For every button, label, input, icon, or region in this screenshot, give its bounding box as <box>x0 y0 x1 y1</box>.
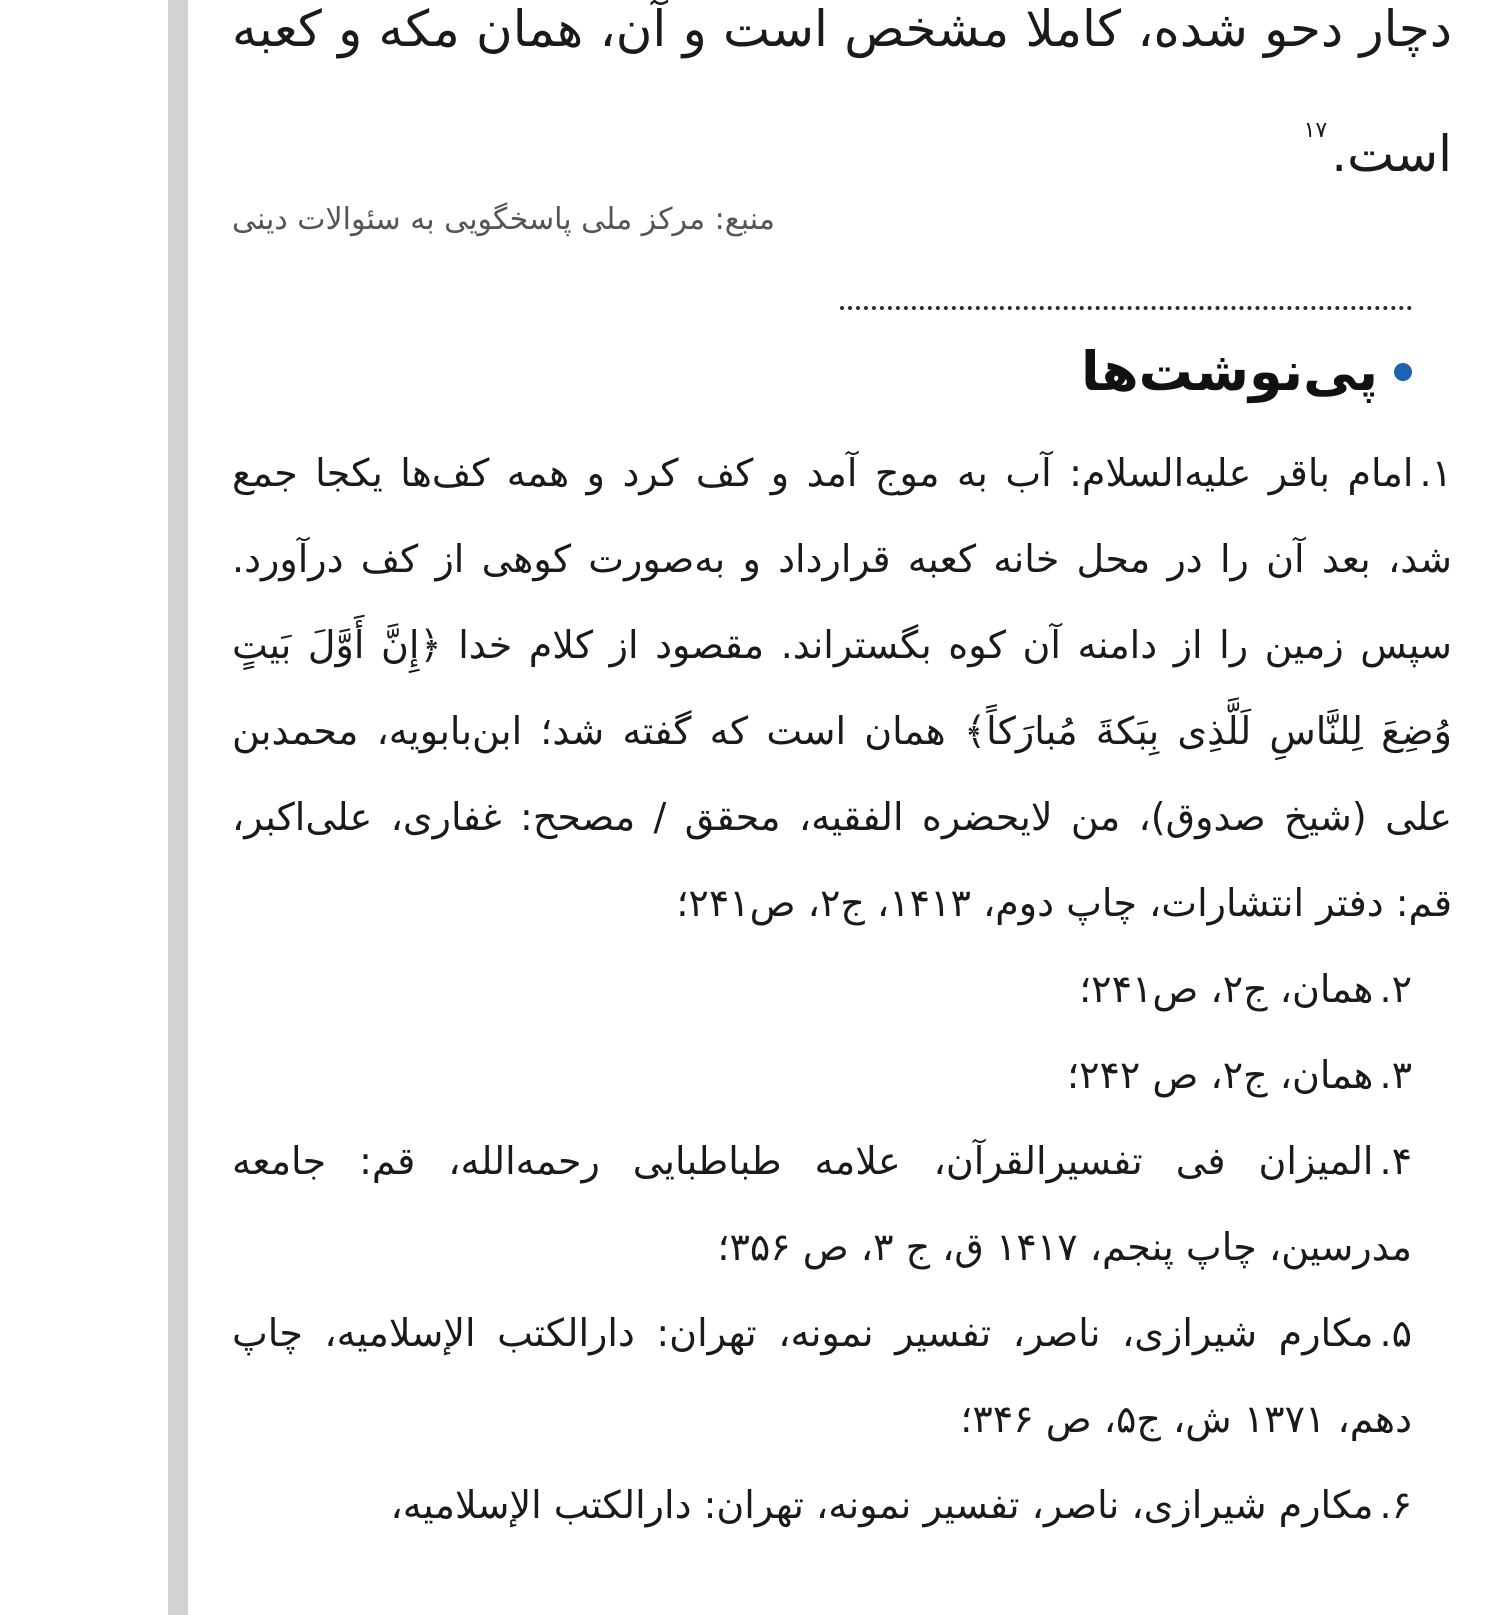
body-text: دچار دحو شده، کاملا مشخص است و آن، همان مکه و کعبه است. <box>232 0 1452 183</box>
footnote-text: مکارم شیرازی، ناصر، تفسیر نمونه، تهران: دارالکتب الإسلامیه، چاپ دهم، ۱۳۷۱ ش، ج۵، ص ۳۴۶؛ <box>232 1311 1412 1441</box>
footnote-text: المیزان فی تفسیرالقرآن، علامه طباطبایی رحمه‌الله، قم: جامعه مدرسین، چاپ پنجم، ۱۴۱۷ ق، ج ۳، ص ۳۵۶؛ <box>232 1139 1412 1269</box>
footnote-item <box>232 1118 1452 1290</box>
footnote-number: ۶. <box>1379 1483 1412 1527</box>
footnotes-heading <box>1081 340 1412 404</box>
footnote-number: ۴. <box>1379 1139 1412 1183</box>
footnote-item <box>232 946 1452 1032</box>
body-paragraph <box>232 0 1452 205</box>
footnote-text: همان، ج۲، ص ۲۴۲؛ <box>1066 1053 1374 1097</box>
footnote-number: ۱. <box>1419 451 1452 495</box>
footnotes-title: پی‌نوشت‌ها <box>1080 340 1378 403</box>
footnote-number: ۲. <box>1379 967 1412 1011</box>
document-page <box>232 0 1452 1615</box>
footnote-text: همان، ج۲، ص۲۴۱؛ <box>1079 967 1374 1011</box>
bullet-dot-icon <box>1394 363 1412 381</box>
footnotes-list <box>232 430 1452 1548</box>
footnote-number: ۵. <box>1379 1311 1412 1355</box>
footnote-item <box>232 430 1452 946</box>
footnote-text: مکارم شیرازی، ناصر، تفسیر نمونه، تهران: دارالکتب الإسلامیه، <box>390 1483 1374 1527</box>
dotted-divider <box>840 306 1412 310</box>
footnote-reference[interactable]: ۱۷ <box>1303 118 1328 143</box>
footnote-item <box>232 1462 1452 1548</box>
footnote-item <box>232 1032 1452 1118</box>
footnote-text: امام باقر علیه‌السلام: آب به موج آمد و کف کرد و همه کف‌ها یکجا جمع شد، بعد آن را در محل خانه کعبه قرارداد و به‌صورت کوهی از کف درآورد. سپس زمین را از دامنه آن کوه بگستراند. مقصود از کلام خدا ﴿إِنَّ أَوَّلَ بَیتٍ وُضِعَ لِلنَّاسِ لَلَّذِی بِبَکةَ مُبارَکاً﴾ همان است که گفته شد؛ ابن‌بابویه، محمدبن علی (شیخ صدوق)، من لایحضره الفقیه، محقق / مصحح: غفاری، علی‌اکبر، قم: دفتر انتشارات، چاپ دوم، ۱۴۱۳، ج۲، ص۲۴۱؛ <box>232 451 1452 925</box>
footnote-number: ۳. <box>1379 1053 1412 1097</box>
footnote-item <box>232 1290 1452 1462</box>
source-line: منبع: مرکز ملی پاسخگویی به سئوالات دینی <box>232 202 775 237</box>
page-side-bar <box>168 0 188 1615</box>
